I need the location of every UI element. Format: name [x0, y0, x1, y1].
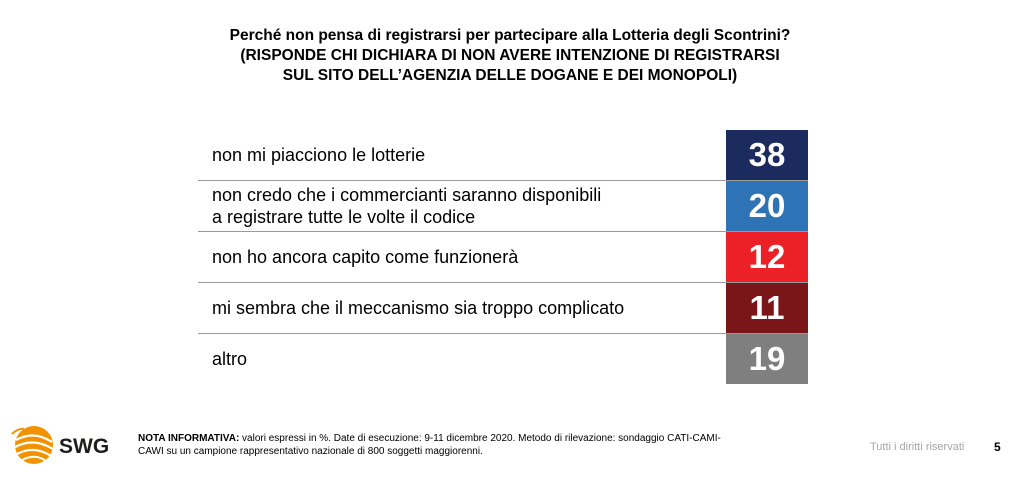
title-line-2: (RISPONDE CHI DICHIARA DI NON AVERE INTENZIONE DI REGISTRARSI	[240, 47, 780, 64]
row-value: 19	[726, 334, 808, 384]
swg-logo-sphere-icon	[12, 426, 53, 464]
row-label-line: non ho ancora capito come funzionerà	[212, 247, 519, 267]
row-label	[212, 181, 698, 231]
row-label-line: altro	[212, 349, 248, 369]
row-label	[212, 232, 698, 282]
chart-title	[150, 26, 870, 86]
rights-reserved-text: Tutti i diritti riservati	[870, 441, 965, 453]
page-number: 5	[994, 440, 1001, 454]
row-label	[212, 283, 698, 333]
row-label	[212, 334, 698, 384]
title-line-3: SUL SITO DELL’AGENZIA DELLE DOGANE E DEI MONOPOLI)	[282, 67, 738, 84]
note-text-line-2: CAWI su un campione rappresentativo nazionale di 800 soggetti maggiorenni.	[138, 446, 483, 457]
row-label-line: non credo che i commercianti saranno disponibili	[212, 185, 602, 205]
row-value: 20	[726, 181, 808, 231]
table-row	[198, 334, 808, 384]
row-value: 11	[726, 283, 808, 333]
row-label	[212, 130, 698, 180]
results-table	[198, 130, 808, 384]
row-value: 38	[726, 130, 808, 180]
row-label-line: non mi piacciono le lotterie	[212, 145, 426, 165]
swg-logo	[8, 420, 118, 470]
note-label: NOTA INFORMATIVA:	[138, 433, 240, 444]
row-label-line: mi sembra che il meccanismo sia troppo complicato	[212, 298, 625, 318]
row-value: 12	[726, 232, 808, 282]
table-row	[198, 181, 808, 232]
table-row	[198, 232, 808, 283]
note-text-line-1: valori espressi in %. Date di esecuzione: 9-11 dicembre 2020. Metodo di rilevazione: sondaggio CATI-CAMI-	[239, 433, 721, 444]
table-row	[198, 283, 808, 334]
title-line-1: Perché non pensa di registrarsi per partecipare alla Lotteria degli Scontrini?	[229, 27, 791, 44]
row-label-line: a registrare tutte le volte il codice	[212, 207, 476, 227]
informative-note	[138, 432, 838, 458]
swg-logo-text: SWG	[59, 435, 110, 458]
table-row	[198, 130, 808, 181]
